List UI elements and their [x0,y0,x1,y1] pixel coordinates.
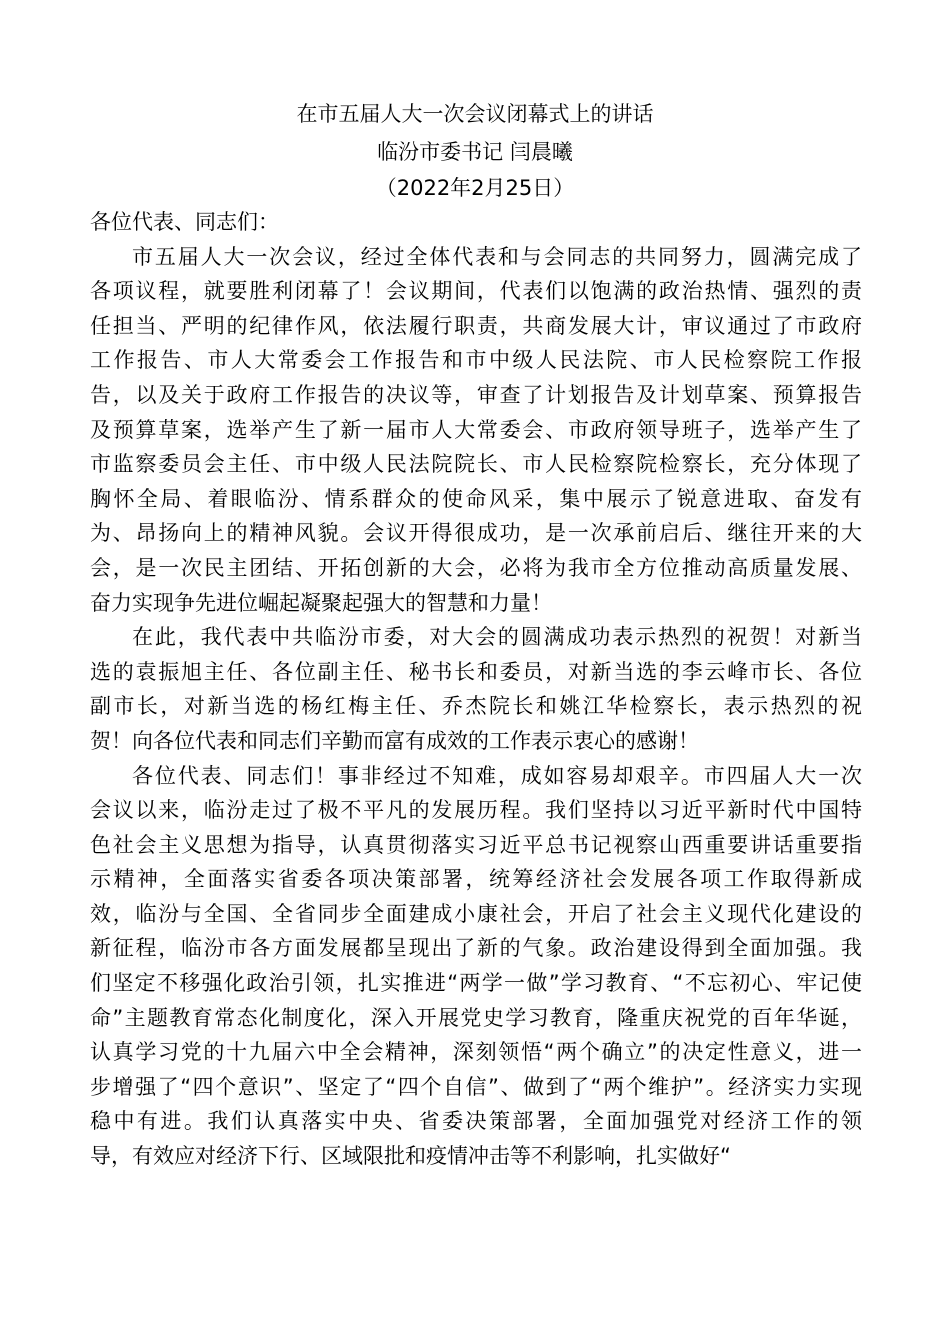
body-line: 贺！向各位代表和同志们辛勤而富有成效的工作表示衷心的感谢！ [90,728,699,753]
body-line: 导，有效应对经济下行、区域限批和疫情冲击等不利影响，扎实做好“ [90,1144,731,1169]
body-line: 命”主题教育常态化制度化，深入开展党史学习教育，隆重庆祝党的百年华诞， [90,1005,862,1030]
body-line: 市监察委员会主任、市中级人民法院院长、市人民检察院检察长，充分体现了 [90,452,862,477]
body-line: 示精神，全面落实省委各项决策部署，统筹经济社会发展各项工作取得新成 [90,867,862,892]
body-line: 胸怀全局、着眼临汾、情系群众的使命风采，集中展示了锐意进取、奋发有 [90,486,862,511]
body-line: 为、昂扬向上的精神风貌。会议开得很成功，是一次承前启后、继往开来的大 [90,521,862,546]
body-line: 们坚定不移强化政治引领，扎实推进“两学一做”学习教育、“不忘初心、牢记使 [90,971,862,996]
body-line: 色社会主义思想为指导，认真贯彻落实习近平总书记视察山西重要讲话重要指 [90,832,862,857]
body-line: 工作报告、市人大常委会工作报告和市中级人民法院、市人民检察院工作报 [90,348,862,373]
speech-title: 在市五届人大一次会议闭幕式上的讲话 [296,102,654,126]
body-line: 副市长，对新当选的杨红梅主任、乔杰院长和姚江华检察长，表示热烈的祝 [90,694,862,719]
speech-body [90,205,862,1174]
body-line: 奋力实现争先进位崛起凝聚起强大的智慧和力量！ [90,590,552,615]
salutation: 各位代表、同志们： [90,210,279,234]
speaker-line: 临汾市委书记 闫晨曦 [377,140,573,164]
body-line: 认真学习党的十九届六中全会精神，深刻领悟“两个确立”的决定性意义，进一 [90,1040,862,1065]
body-line: 步增强了“四个意识”、坚定了“四个自信”、做到了“两个维护”。经济实力实现 [90,1074,862,1099]
body-line: 各位代表、同志们！事非经过不知难，成如容易却艰辛。市四届人大一次 [132,763,862,788]
body-line: 新征程，临汾市各方面发展都呈现出了新的气象。政治建设得到全面加强。我 [90,936,862,961]
body-line: 市五届人大一次会议，经过全体代表和与会同志的共同努力，圆满完成了 [132,244,862,269]
body-line: 选的袁振旭主任、各位副主任、秘书长和委员，对新当选的李云峰市长、各位 [90,659,862,684]
body-line: 效，临汾与全国、全省同步全面建成小康社会，开启了社会主义现代化建设的 [90,901,862,926]
body-line: 稳中有进。我们认真落实中央、省委决策部署，全面加强党对经济工作的领 [90,1109,862,1134]
body-line: 各项议程，就要胜利闭幕了！会议期间，代表们以饱满的政治热情、强烈的责 [90,279,862,304]
body-line: 会，是一次民主团结、开拓创新的大会，必将为我市全方位推动高质量发展、 [90,555,862,580]
date-line: （2022年2月25日） [375,176,575,200]
body-line: 在此，我代表中共临汾市委，对大会的圆满成功表示热烈的祝贺！对新当 [132,625,862,650]
body-line: 及预算草案，选举产生了新一届市人大常委会、市政府领导班子，选举产生了 [90,417,862,442]
body-line: 告，以及关于政府工作报告的决议等，审查了计划报告及计划草案、预算报告 [90,382,862,407]
body-line: 任担当、严明的纪律作风，依法履行职责，共商发展大计，审议通过了市政府 [90,313,862,338]
body-line: 会议以来，临汾走过了极不平凡的发展历程。我们坚持以习近平新时代中国特 [90,798,862,823]
